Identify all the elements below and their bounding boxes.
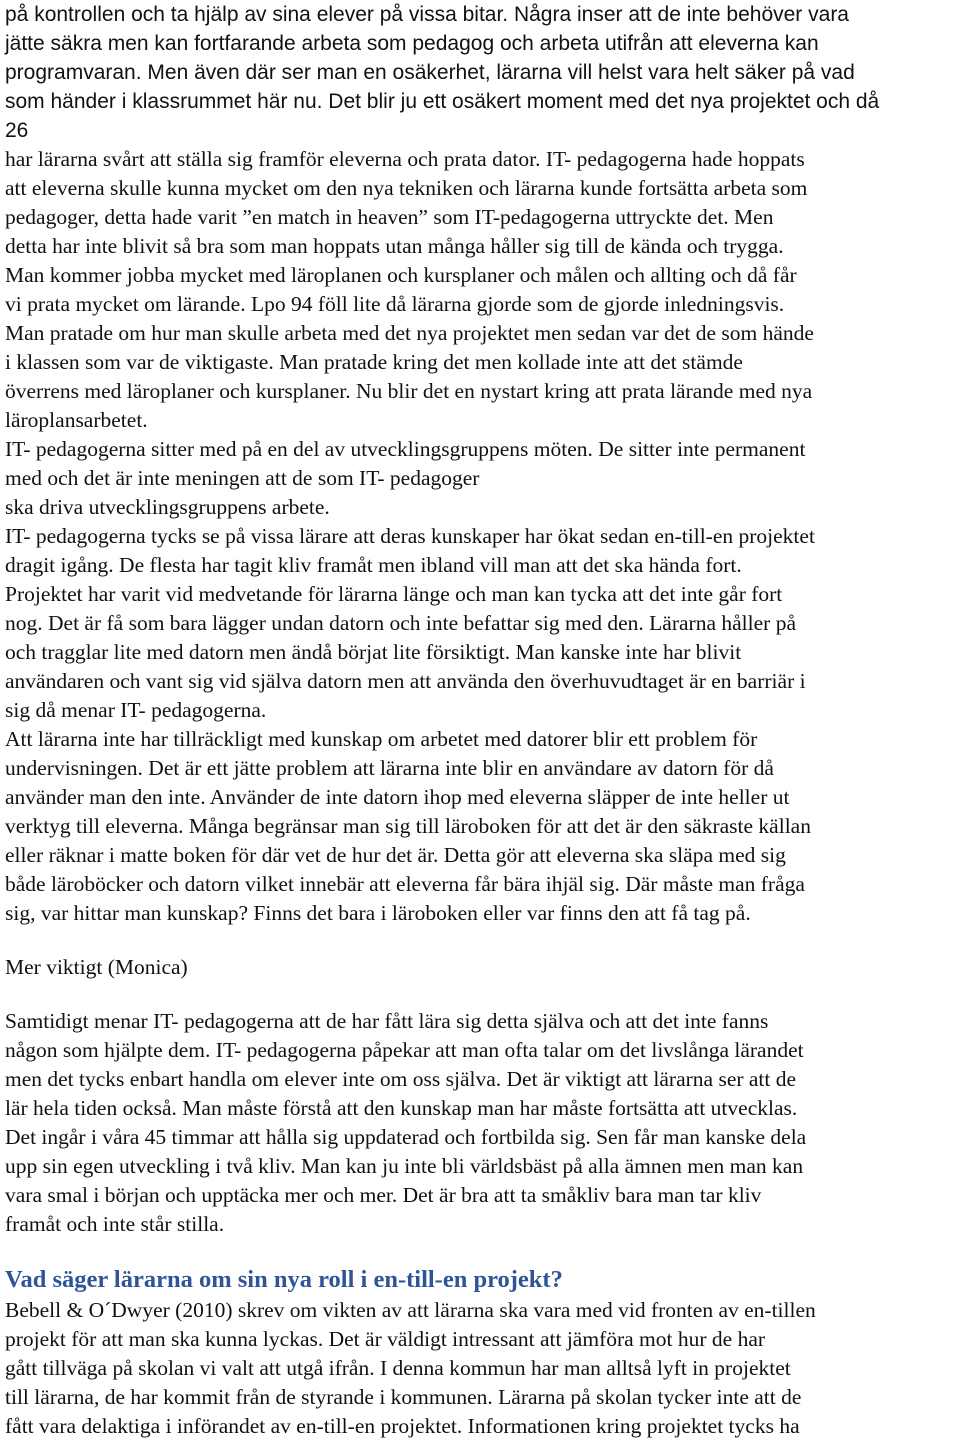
text-line: Mer viktigt (Monica): [5, 955, 188, 979]
text-line: dragit igång. De flesta har tagit kliv framåt men ibland vill man att det ska hända fort.: [5, 553, 742, 577]
text-line: programvaran. Men även där ser man en osäkerhet, lärarna vill helst vara helt säker på vad: [5, 61, 855, 84]
text-line: Samtidigt menar IT- pedagogerna att de har fått lära sig detta själva och att det inte fanns: [5, 1009, 769, 1033]
text-line: 26: [5, 119, 29, 142]
text-line: vara smal i början och upptäcka mer och mer. Det är bra att ta småkliv bara man tar kliv: [5, 1183, 762, 1207]
text-line: verktyg till eleverna. Många begränsar man sig till läroboken för att det är den säkraste källan: [5, 814, 811, 838]
text-line: Man pratade om hur man skulle arbeta med det nya projektet men sedan var det de som hände: [5, 321, 814, 345]
text-line: Projektet har varit vid medvetande för lärarna länge och man kan tycka att det inte går fort: [5, 582, 783, 606]
text-line: användaren och vant sig vid själva datorn men att använda den överhuvudtaget är en barriär i: [5, 669, 806, 693]
text-line: med och det är inte meningen att de som IT- pedagoger: [5, 466, 480, 490]
text-line: framåt och inte står stilla.: [5, 1212, 225, 1236]
text-line: detta har inte blivit så bra som man hoppats utan många håller sig till de kända och trygga.: [5, 234, 784, 258]
text-line: ska driva utvecklingsgruppens arbete.: [5, 495, 330, 519]
text-line: sig, var hittar man kunskap? Finns det bara i läroboken eller var finns den att få tag på.: [5, 901, 751, 925]
text-line: använder man den inte. Använder de inte datorn ihop med eleverna släpper de inte heller ut: [5, 785, 790, 809]
text-line: sig då menar IT- pedagogerna.: [5, 698, 267, 722]
text-line: eller räknar i matte boken för där vet de hur det är. Detta gör att eleverna ska släpa med sig: [5, 843, 786, 867]
text-line: lär hela tiden också. Man måste förstå att den kunskap man har måste fortsätta att utvecklas.: [5, 1096, 798, 1120]
text-line: undervisningen. Det är ett jätte problem att lärarna inte blir en användare av datorn för då: [5, 756, 774, 780]
section-heading: Vad säger lärarna om sin nya roll i en-till-en projekt?: [5, 1266, 563, 1293]
text-line: i klassen som var de viktigaste. Man pratade kring det men kollade inte att det stämde: [5, 350, 743, 374]
text-line: projekt för att man ska kunna lyckas. Det är väldigt intressant att jämföra mot hur de har: [5, 1327, 766, 1351]
text-line: Det ingår i våra 45 timmar att hålla sig uppdaterad och fortbilda sig. Sen får man kanske dela: [5, 1125, 807, 1149]
text-line: har lärarna svårt att ställa sig framför eleverna och prata dator. IT- pedagogerna hade hoppats: [5, 147, 805, 171]
text-line: både läroböcker och datorn vilket innebär att eleverna får bära ihjäl sig. Där måste man fråga: [5, 872, 805, 896]
text-line: som händer i klassrummet här nu. Det blir ju ett osäkert moment med det nya projektet och då: [5, 90, 880, 113]
text-line: till lärarna, de har kommit från de styrande i kommunen. Lärarna på skolan tycker inte att de: [5, 1385, 802, 1409]
text-line: pedagoger, detta hade varit ”en match in heaven” som IT-pedagogerna uttryckte det. Men: [5, 205, 774, 229]
text-line: och tragglar lite med datorn men ändå börjat lite försiktigt. Man kanske inte har blivit: [5, 640, 742, 664]
text-line: IT- pedagogerna sitter med på en del av utvecklingsgruppens möten. De sitter inte permanent: [5, 437, 806, 461]
text-line: IT- pedagogerna tycks se på vissa lärare att deras kunskaper har ökat sedan en-till-en projektet: [5, 524, 815, 548]
text-line: någon som hjälpte dem. IT- pedagogerna påpekar att man ofta talar om det livslånga lärandet: [5, 1038, 804, 1062]
text-line: att eleverna skulle kunna mycket om den nya tekniken och lärarna kunde fortsätta arbeta som: [5, 176, 808, 200]
text-line: gått tillväga på skolan vi valt att utgå ifrån. I denna kommun har man alltså lyft in projektet: [5, 1356, 791, 1380]
text-line: nog. Det är få som bara lägger undan datorn och inte befattar sig med den. Lärarna håller på: [5, 611, 796, 635]
text-line: på kontrollen och ta hjälp av sina elever på vissa bitar. Några inser att de inte behöver vara: [5, 3, 849, 26]
text-line: Man kommer jobba mycket med läroplanen och kursplaner och målen och allting och då får: [5, 263, 797, 287]
text-line: men det tycks enbart handla om elever inte om oss själva. Det är viktigt att lärarna ser att de: [5, 1067, 797, 1091]
text-line: upp sin egen utveckling i två kliv. Man kan ju inte bli världsbäst på alla ämnen men man kan: [5, 1154, 804, 1178]
text-line: Bebell & O´Dwyer (2010) skrev om vikten av att lärarna ska vara med vid fronten av en-tillen: [5, 1298, 816, 1322]
text-line: vi prata mycket om lärande. Lpo 94 föll lite då lärarna gjorde som de gjorde inledningsvis.: [5, 292, 785, 316]
text-line: jätte säkra men kan fortfarande arbeta som pedagog och arbeta utifrån att eleverna kan: [5, 32, 819, 55]
text-line: fått vara delaktiga i införandet av en-till-en projektet. Informationen kring projektet tycks ha: [5, 1414, 800, 1438]
text-line: överrens med läroplaner och kursplaner. Nu blir det en nystart kring att prata lärande med nya: [5, 379, 813, 403]
text-line: läroplansarbetet.: [5, 408, 148, 432]
text-line: Att lärarna inte har tillräckligt med kunskap om arbetet med datorer blir ett problem för: [5, 727, 758, 751]
